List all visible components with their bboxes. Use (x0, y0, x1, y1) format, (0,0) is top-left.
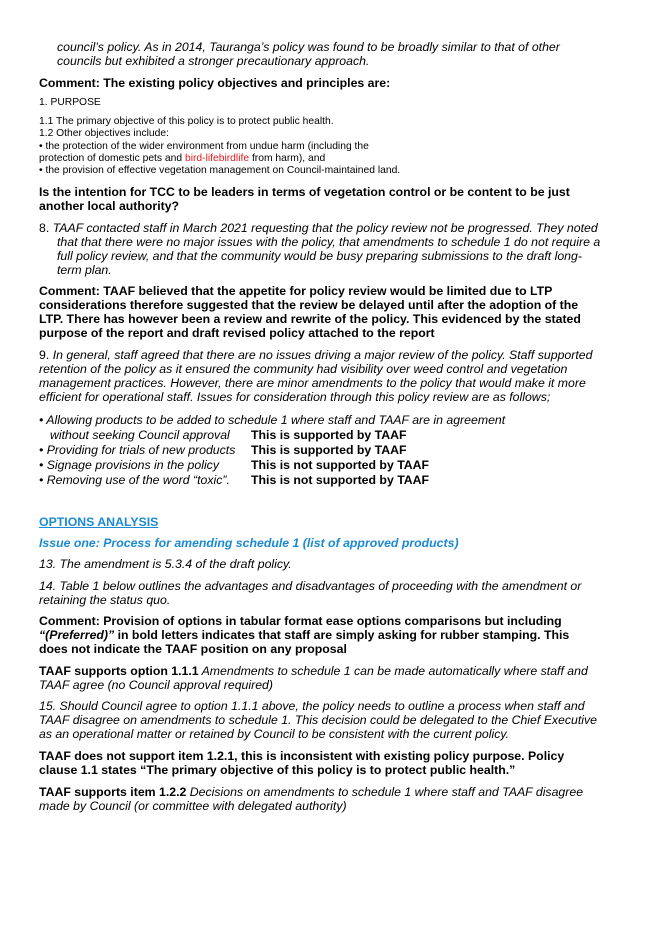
policy-clause-1-2: 1.2 Other objectives include: (39, 128, 169, 139)
issue-item-2 (39, 443, 407, 457)
para-14-line-1: 14. Table 1 below outlines the advantages and disadvantages of proceeding with the amendment or (39, 579, 582, 593)
intro-line-2: councils but exhibited a stronger precautionary approach. (57, 54, 370, 68)
taaf-111-label: TAAF supports option 1.1.1 (39, 664, 199, 678)
taaf-position-4: This is not supported by TAAF (251, 473, 430, 487)
para-8-line-3: full policy review, and that the community would be busy preparing submissions to the draft long- (57, 249, 582, 263)
policy-bullet-1-text-end: from harm), and (249, 153, 326, 164)
comment-3-line-1: Comment: Provision of options in tabular format ease options comparisons but including (39, 614, 562, 628)
comment-3-line-2 (39, 628, 569, 642)
tracked-change-text: bird-lifebirdlife (184, 153, 250, 164)
policy-clause-1-1: 1.1 The primary objective of this policy is to protect public health. (39, 116, 334, 127)
policy-bullet-1: • the protection of the wider environment from undue harm (including the (39, 141, 369, 152)
policy-bullet-1-cont (39, 153, 325, 165)
para-8-line-2: that that there were no major issues with the policy, that amendments to schedule 1 do not require a (57, 235, 601, 249)
taaf-111-line-1 (39, 664, 588, 678)
policy-purpose-heading: 1. PURPOSE (39, 97, 101, 108)
taaf-122-label: TAAF supports item 1.2.2 (39, 785, 187, 799)
taaf-122-line-2: made by Council (or committee with delegated authority) (39, 799, 347, 813)
comment-existing-policy: Comment: The existing policy objectives and principles are: (39, 76, 391, 90)
para-9-line-4: efficient for operational staff. Issues for consideration through this policy review are as follows; (39, 390, 551, 404)
taaf-121-line-1: TAAF does not support item 1.2.1, this is inconsistent with existing policy purpose. Policy (39, 749, 565, 763)
para-8-line-4: term plan. (57, 263, 112, 277)
options-analysis-heading: OPTIONS ANALYSIS (39, 515, 159, 529)
para-9-number: 9. (39, 348, 53, 362)
comment-3-text: in bold letters indicates that staff are simply asking for rubber stamping. This (114, 628, 570, 642)
taaf-111-line-2: TAAF agree (no Council approval required) (39, 678, 273, 692)
issue-item-1: • Allowing products to be added to schedule 1 where staff and TAAF are in agreement (39, 413, 506, 427)
question-line-1: Is the intention for TCC to be leaders in terms of vegetation control or be content to be just (39, 185, 570, 199)
para-15-line-3: as an operational matter or retained by Council to be consistent with the current policy. (39, 727, 510, 741)
policy-bullet-2: • the provision of effective vegetation management on Council-maintained land. (39, 165, 401, 176)
preferred-label: “(Preferred)” (39, 628, 115, 642)
taaf-111-text: Amendments to schedule 1 can be made automatically where staff and (198, 664, 588, 678)
taaf-122-line-1 (39, 785, 583, 799)
issue-one-heading: Issue one: Process for amending schedule 1 (list of approved products) (39, 536, 459, 550)
comment-2-line-4: purpose of the report and draft revised policy attached to the report (39, 326, 435, 340)
taaf-position-2: This is supported by TAAF (251, 443, 407, 457)
para-9-line-2: retention of the policy as it ensured the community had visibility over weed control and vegetation (39, 362, 568, 376)
issue-item-3-text: • Signage provisions in the policy (39, 458, 219, 472)
taaf-122-text: Decisions on amendments to schedule 1 where staff and TAAF disagree (186, 785, 584, 799)
para-9-line-1 (39, 348, 592, 362)
taaf-position-3: This is not supported by TAAF (251, 458, 430, 472)
policy-bullet-1-text: protection of domestic pets and (39, 153, 185, 164)
para-9-text: In general, staff agreed that there are no issues driving a major review of the policy. Staff supported (52, 348, 593, 362)
taaf-121-line-2: clause 1.1 states “The primary objective of this policy is to protect public health.” (39, 763, 516, 777)
question-line-2: another local authority? (39, 199, 180, 213)
issue-item-3 (39, 458, 430, 472)
issue-item-1-cont (50, 428, 407, 442)
para-15-line-1: 15. Should Council agree to option 1.1.1 above, the policy needs to outline a process when staff and (39, 699, 585, 713)
para-13: 13. The amendment is 5.3.4 of the draft policy. (39, 557, 292, 571)
comment-2-line-3: LTP. There has however been a review and rewrite of the policy. This evidenced by the stated (39, 312, 581, 326)
para-9-line-3: management practices. However, there are minor amendments to the policy that would make it more (39, 376, 586, 390)
comment-3-line-3: does not indicate the TAAF position on any proposal (39, 642, 347, 656)
intro-line-1: council’s policy. As in 2014, Tauranga’s policy was found to be broadly similar to that of other (57, 40, 560, 54)
para-14-line-2: retaining the status quo. (39, 593, 171, 607)
issue-item-4 (39, 473, 430, 487)
comment-2-line-2: considerations therefore suggested that the review be delayed until after the adoption of the (39, 298, 579, 312)
issue-item-1-text: without seeking Council approval (50, 428, 230, 442)
issue-item-2-text: • Providing for trials of new products (39, 443, 236, 457)
comment-2-line-1: Comment: TAAF believed that the appetite for policy review would be limited due to LTP (39, 284, 553, 298)
para-8-text: TAAF contacted staff in March 2021 requesting that the policy review not be progressed. They noted (52, 221, 598, 235)
para-8-number: 8. (39, 221, 53, 235)
para-15-line-2: TAAF disagree on amendments to schedule 1. This decision could be delegated to the Chief Executive (39, 713, 598, 727)
para-8-line-1 (39, 221, 598, 235)
taaf-position-1: This is supported by TAAF (251, 428, 407, 442)
issue-item-4-text: • Removing use of the word “toxic”. (39, 473, 230, 487)
